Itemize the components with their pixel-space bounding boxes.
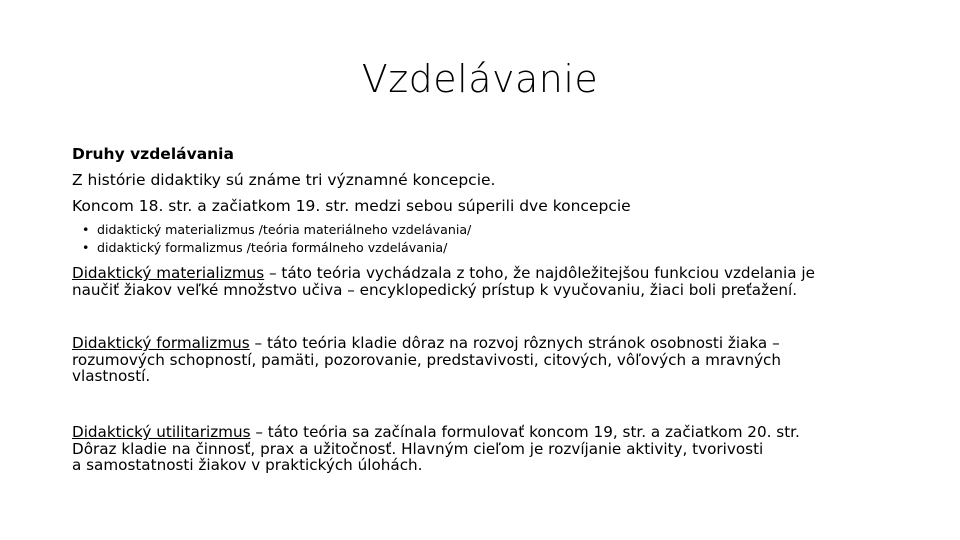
paragraph-text: – táto teória sa začínala formulovať koncom 19, str. a začiatkom 20. str. bbox=[250, 423, 800, 441]
term-utilitarizmus: Didaktický utilitarizmus bbox=[72, 423, 251, 441]
paragraph-formalizmus bbox=[72, 335, 872, 385]
paragraph-line: Dôraz kladie na činnosť, prax a užitočnosť. Hlavným cieľom je rozvíjanie aktivity, tvorivosti bbox=[72, 439, 764, 458]
paragraph-utilitarizmus bbox=[72, 424, 872, 474]
paragraph-line bbox=[72, 265, 872, 282]
concept-bullet-list bbox=[82, 221, 471, 256]
bullet-item bbox=[82, 221, 471, 239]
intro-block bbox=[72, 141, 631, 219]
paragraph-line bbox=[72, 335, 872, 352]
paragraph-text: – táto teória vychádzala z toho, že najdôležitejšou funkciou vzdelania je bbox=[264, 264, 815, 282]
paragraph-line: naučiť žiakov veľké množstvo učiva – encyklopedický prístup k vyučovaniu, žiaci boli preťažení. bbox=[72, 280, 798, 299]
intro-heading: Druhy vzdelávania bbox=[72, 145, 234, 163]
bullet-text: didaktický materializmus /teória materiálneho vzdelávania/ bbox=[97, 222, 472, 237]
paragraph-line: a samostatnosti žiakov v praktických úlohách. bbox=[72, 456, 423, 474]
term-materializmus: Didaktický materializmus bbox=[72, 264, 265, 282]
bullet-text: didaktický formalizmus /teória formálneho vzdelávania/ bbox=[97, 239, 448, 255]
term-formalizmus: Didaktický formalizmus bbox=[72, 334, 250, 352]
paragraph-materializmus bbox=[72, 265, 872, 298]
intro-line-2: Koncom 18. str. a začiatkom 19. str. medzi sebou súperili dve koncepcie bbox=[72, 197, 631, 215]
intro-line-1: Z histórie didaktiky sú známe tri významné koncepcie. bbox=[72, 171, 496, 189]
paragraph-line: vlastností. bbox=[72, 367, 151, 385]
paragraph-line bbox=[72, 424, 872, 441]
paragraph-line: rozumových schopností, pamäti, pozorovanie, predstavivosti, citových, vôľových a mravných bbox=[72, 350, 782, 369]
bullet-item bbox=[82, 239, 471, 257]
slide-title: Vzdelávanie bbox=[361, 57, 599, 101]
paragraph-text: – táto teória kladie dôraz na rozvoj rôznych stránok osobnosti žiaka – bbox=[249, 334, 780, 352]
